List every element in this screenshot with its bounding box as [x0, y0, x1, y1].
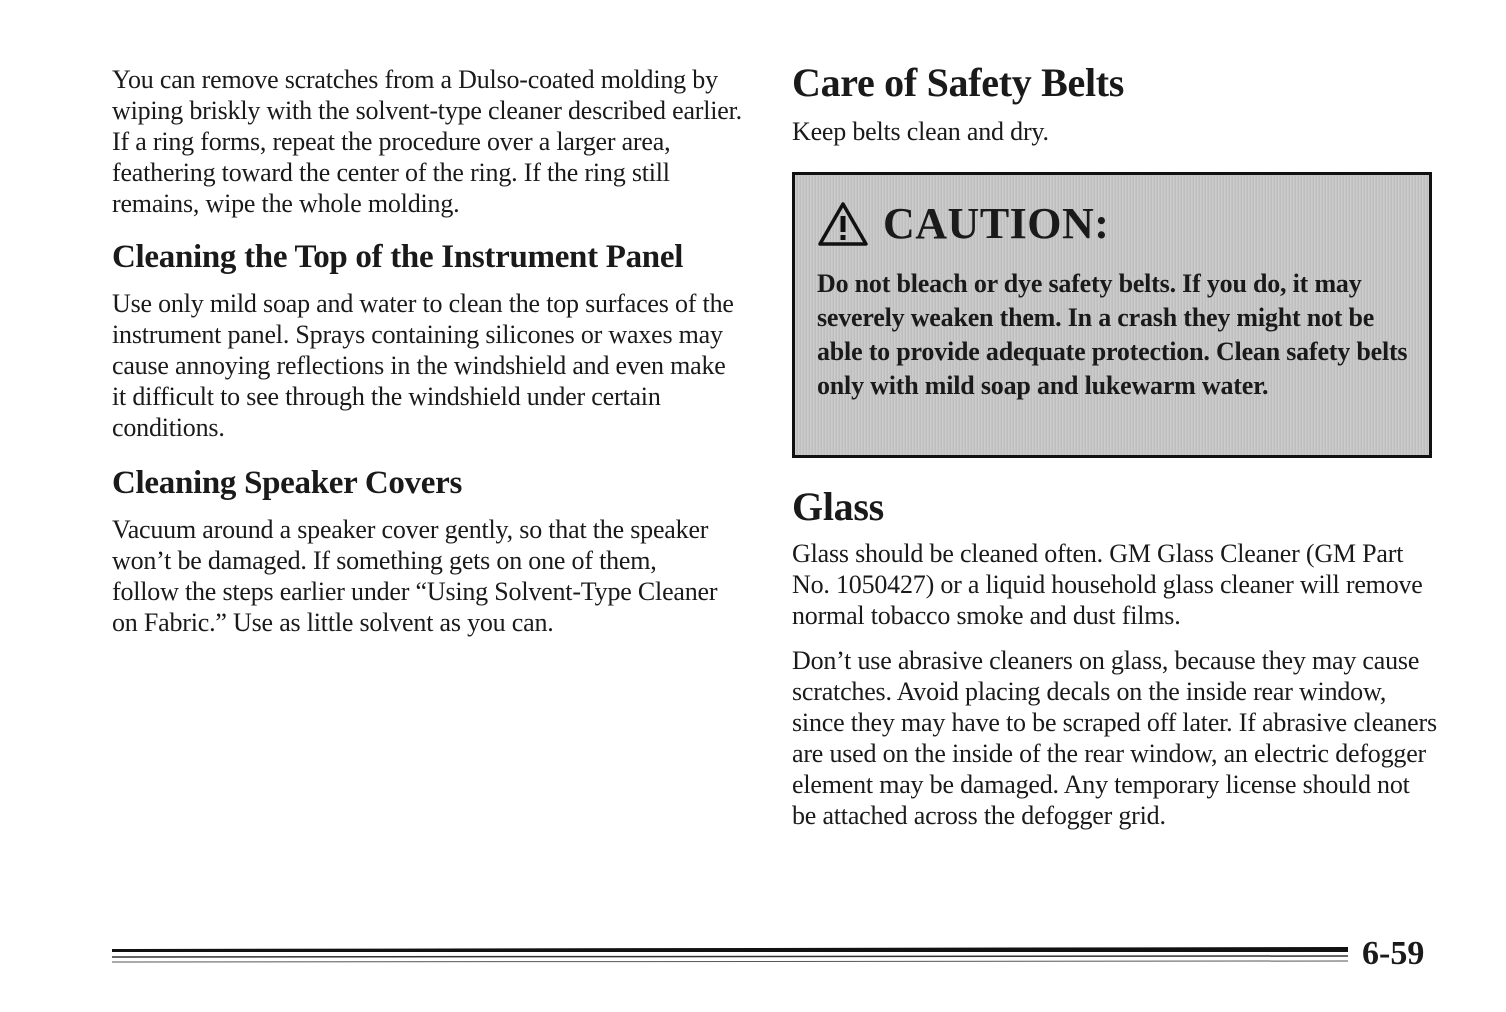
instrument-panel-paragraph: Use only mild soap and water to clean the top surfaces of the instrument panel. Sprays containing silicones or waxes may cause annoying reflections in the windshield and even make it difficult to see through the windshield under certain conditions. — [112, 289, 734, 442]
speaker-covers-heading: Cleaning Speaker Covers — [112, 465, 462, 501]
glass-heading: Glass — [792, 484, 884, 529]
intro-paragraph: You can remove scratches from a Dulso-coated molding by wiping briskly with the solvent-type cleaner described earlier. If a ring forms, repeat the procedure over a larger area, feathering toward the center of the ring. If the ring still remains, wipe the whole molding. — [112, 65, 742, 218]
instrument-panel-heading: Cleaning the Top of the Instrument Panel — [112, 239, 684, 275]
caution-box — [792, 172, 1432, 458]
warning-triangle-icon — [817, 201, 869, 247]
caution-title: CAUTION: — [883, 199, 1110, 248]
caution-header — [817, 199, 1109, 249]
page-number: 6-59 — [1362, 935, 1425, 972]
speaker-covers-paragraph: Vacuum around a speaker cover gently, so that the speaker won’t be damaged. If something gets on one of them, follow the steps earlier under “Using Solvent-Type Cleaner on Fabric.” Use as little solvent as you can. — [112, 515, 718, 637]
safety-belts-paragraph: Keep belts clean and dry. — [792, 117, 1049, 146]
caution-text: Do not bleach or dye safety belts. If you do, it may severely weaken them. In a crash they might not be able to provide adequate protection. Clean safety belts only with mild soap and lukewarm water. — [817, 269, 1408, 400]
glass-paragraph-1: Glass should be cleaned often. GM Glass Cleaner (GM Part No. 1050427) or a liquid household glass cleaner will remove normal tobacco smoke and dust films. — [792, 539, 1423, 630]
footer-rule — [112, 944, 1348, 966]
safety-belts-heading: Care of Safety Belts — [792, 60, 1125, 105]
glass-paragraph-2: Don’t use abrasive cleaners on glass, because they may cause scratches. Avoid placing decals on the inside rear window, since they may have to be scraped off later. If abrasive cleaners are used on the inside of the rear window, an electric defogger element may be damaged. Any temporary license should not be attached across the defogger grid. — [792, 646, 1437, 830]
